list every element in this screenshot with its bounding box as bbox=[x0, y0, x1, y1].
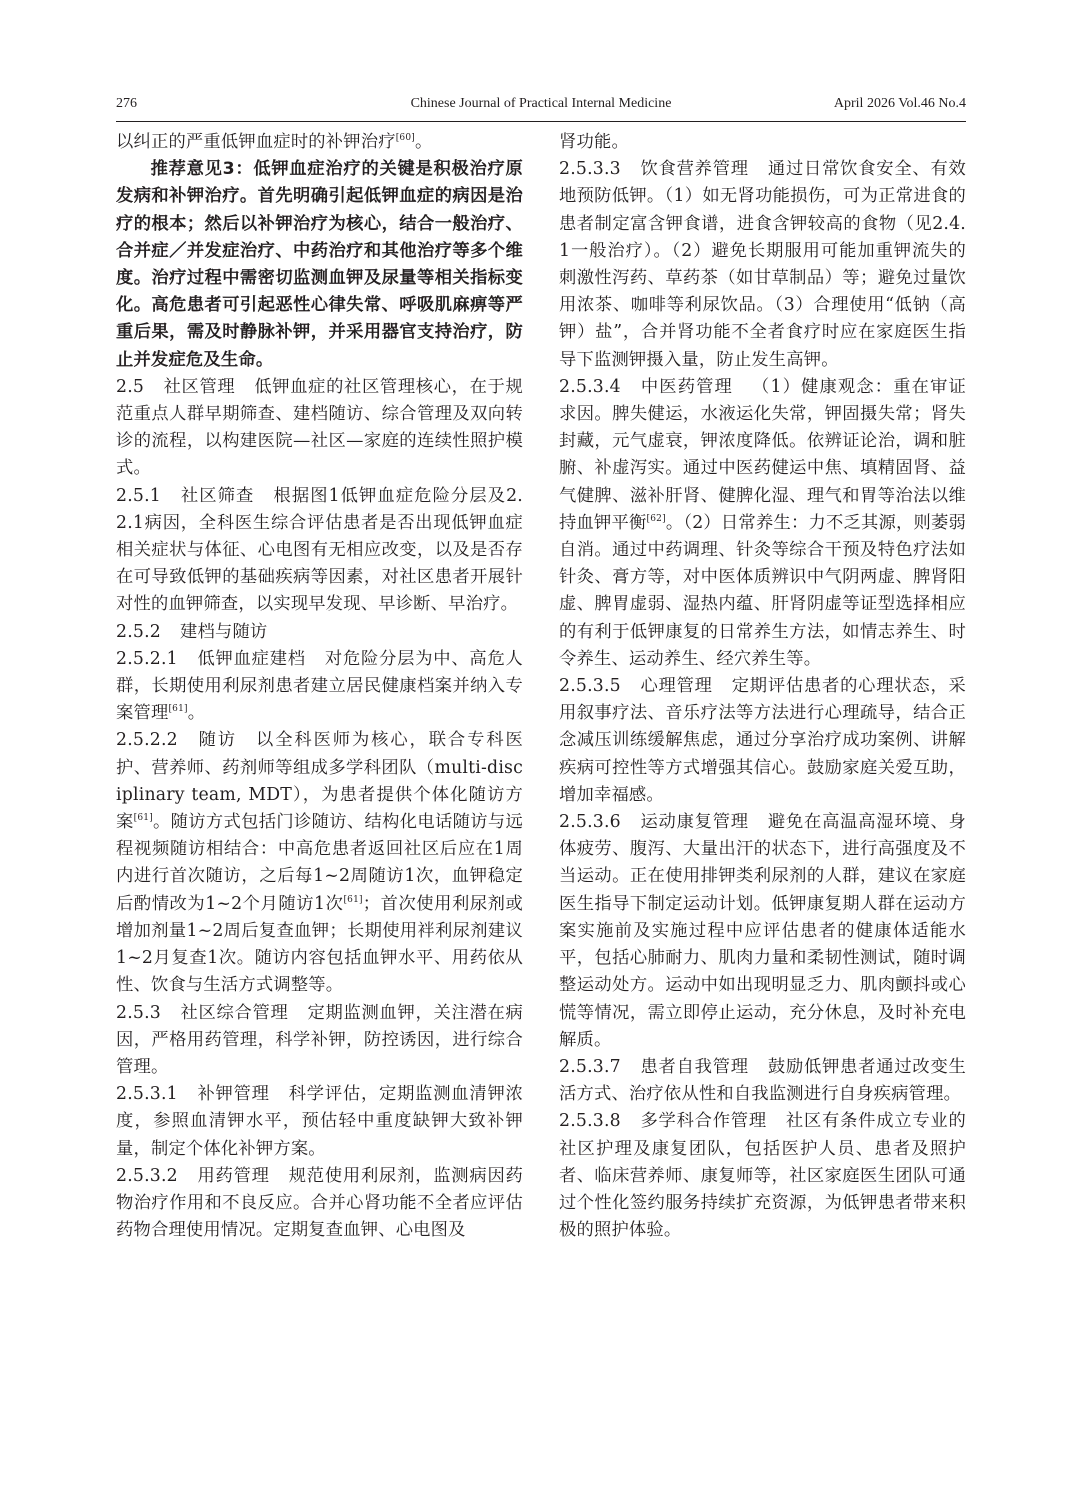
section-2-5-3-7 bbox=[559, 1054, 966, 1108]
section-body: 根据图1低钾血症危险分层及2.2.1病因，全科医生综合评估患者是否出现低钾血症相关症状与体征、心电图有无相应改变，以及是否存在可导致低钾的基础疾病等因素，对社区患者开展针对性的血钾筛查，以实现早发现、早诊断、早治疗。 bbox=[116, 485, 523, 615]
section-2-5-2 bbox=[116, 619, 523, 646]
recommendation-body: 低钾血症治疗的关键是积极治疗原发病和补钾治疗。首先明确引起低钾血症的病因是治疗的根本；然后以补钾治疗为核心，结合一般治疗、合并症／并发症治疗、中药治疗和其他治疗等多个维度。治疗过程中需密切监测血钾及尿量等相关指标变化。高危患者可引起恶性心律失常、呼吸肌麻痹等严重后果，需及时静脉补钾，并采用器官支持治疗，防止并发症危及生命。 bbox=[116, 159, 523, 370]
section-2-5-3-2 bbox=[116, 1163, 523, 1245]
section-title: 用药管理 bbox=[196, 1165, 270, 1186]
section-2-5-2-2: 2.5.2.2 随访 以全科医师为核心，联合专科医护、营养师、药剂师等组成多学科团队（multi-disciplinary team, MDT），为患者提供个体化随访方案[61]。随访方式包括门诊随访、结构化电话随访与远程视频随访相结合：中高危患者返回社区后应在1周内进行首次随访，之后每1~2周随访1次，血钾稳定后酌情改为1~2个月随访1次[61]；首次使用利尿剂或增加剂量1~2周后复查血钾；长期使用袢利尿剂建议1~2月复查1次。随访内容包括血钾水平、用药依从性、饮食与生活方式调整等。 bbox=[116, 730, 524, 996]
section-2-5-3-3 bbox=[559, 156, 966, 374]
section-title: 患者自我管理 bbox=[639, 1056, 749, 1077]
section-title: 社区综合管理 bbox=[180, 1002, 289, 1023]
section-title: 运动康复管理 bbox=[639, 812, 749, 833]
section-title: 建档与随访 bbox=[180, 621, 268, 642]
section-number: 2.5.3.4 bbox=[559, 376, 621, 397]
section-2-5-3-6 bbox=[559, 809, 966, 1054]
section-body: 科学评估，定期监测血清钾浓度，参照血清钾水平，预估轻中重度缺钾大致补钾量，制定个体化补钾方案。 bbox=[116, 1084, 523, 1159]
right-column bbox=[559, 129, 966, 1244]
issue-info: April 2026 Vol.46 No.4 bbox=[833, 96, 966, 111]
section-title: 饮食营养管理 bbox=[639, 159, 749, 180]
section-number: 2.5.2.2 bbox=[116, 730, 178, 751]
section-2-5 bbox=[116, 374, 523, 483]
section-body: 低钾血症的社区管理核心，在于规范重点人群早期筛查、建档随访、综合管理及双向转诊的流程，以构建医院—社区—家庭的连续性照护模式。 bbox=[116, 376, 523, 479]
section-number: 2.5.3.1 bbox=[116, 1084, 178, 1105]
recommendation-3 bbox=[116, 156, 523, 374]
section-number: 2.5.3.8 bbox=[559, 1111, 621, 1132]
citation: [62] bbox=[646, 513, 666, 524]
section-body: 社区有条件成立专业的社区护理及康复团队，包括医护人员、患者及照护者、临床营养师、康复师等，社区家庭医生团队可通过个性化签约服务持续扩充资源，为低钾患者带来积极的照护体验。 bbox=[559, 1111, 966, 1241]
section-title: 中医药管理 bbox=[639, 376, 733, 397]
section-title: 低钾血症建档 bbox=[196, 648, 306, 669]
section-number: 2.5.3.5 bbox=[559, 676, 621, 697]
section-body: 以全科医师为核心，联合专科医护、营养师、药剂师等组成多学科团队（multi-disciplinary team, MDT），为患者提供个体化随访方案 bbox=[116, 730, 523, 833]
citation: [61] bbox=[133, 813, 153, 824]
citation: [60] bbox=[395, 133, 415, 143]
section-2-5-3-4: 2.5.3.4 中医药管理 （1）健康观念：重在审证求因。脾失健运，水液运化失常，钾固摄失常；肾失封藏，元气虚衰，钾浓度降低。依辨证论治，调和脏腑、补虚泻实。通过中医药健运中焦、填精固肾、益气健脾、滋补肝肾、健脾化湿、理气和胃等治法以维持血钾平衡[62]。（2）日常养生：力不乏其源，则萎弱自消。通过中药调理、针灸等综合干预及特色疗法如针灸、膏方等，对中医体质辨识中气阴两虚、脾肾阳虚、脾胃虚弱、湿热内蕴、肝肾阴虚等证型选择相应的有利于低钾康复的日常养生方法，如情志养生、时令养生、运动养生、经穴养生等。 bbox=[559, 376, 966, 669]
section-title: 社区管理 bbox=[163, 376, 236, 397]
section-title: 多学科合作管理 bbox=[639, 1111, 767, 1132]
section-body: （1）健康观念：重在审证求因。脾失健运，水液运化失常，钾固摄失常；肾失封藏，元气虚衰，钾浓度降低。依辨证论治，调和脏腑、补虚泻实。通过中医药健运中焦、填精固肾、益气健脾、滋补肝肾、健脾化湿、理气和胃等治法以维持血钾平衡 bbox=[559, 376, 966, 533]
citation: [61] bbox=[168, 704, 188, 715]
citation: [61] bbox=[343, 894, 363, 905]
running-header bbox=[116, 96, 966, 118]
section-title: 社区筛查 bbox=[180, 485, 255, 506]
section-body: 规范使用利尿剂，监测病因药物治疗作用和不良反应。合并心肾功能不全者应评估药物合理使用情况。定期复查血钾、心电图及 bbox=[116, 1165, 523, 1241]
section-2-5-2-1: 2.5.2.1 低钾血症建档 对危险分层为中、高危人群，长期使用利尿剂患者建立居民健康档案并纳入专案管理[61]。 bbox=[116, 648, 524, 724]
section-number: 2.5 bbox=[116, 376, 145, 397]
section-body: 对危险分层为中、高危人群，长期使用利尿剂患者建立居民健康档案并纳入专案管理 bbox=[116, 648, 524, 724]
section-body: 通过日常饮食安全、有效地预防低钾。（1）如无肾功能损伤，可为正常进食的患者制定富含钾食谱，进食含钾较高的食物（见2.4.1一般治疗）。（2）避免长期服用可能加重钾流失的刺激性泻药、草药茶（如甘草制品）等；避免过量饮用浓茶、咖啡等利尿饮品。（3）合理使用“低钠（高钾）盐”，合并肾功能不全者食疗时应在家庭医生指导下监测钾摄入量，防止发生高钾。 bbox=[559, 159, 967, 370]
header-rule bbox=[116, 121, 966, 122]
section-body: 定期监测血钾，关注潜在病因，严格用药管理，科学补钾，防控诱因，进行综合管理。 bbox=[116, 1002, 523, 1077]
section-title: 补钾管理 bbox=[196, 1084, 270, 1105]
section-number: 2.5.1 bbox=[116, 485, 161, 506]
section-number: 2.5.3.6 bbox=[559, 812, 621, 833]
section-2-5-3-1 bbox=[116, 1081, 523, 1163]
paragraph-continuation: 肾功能。 bbox=[559, 132, 629, 152]
section-number: 2.5.3.7 bbox=[559, 1056, 621, 1077]
section-body: 避免在高温高湿环境、身体疲劳、腹泻、大量出汗的状态下，进行高强度及不当运动。正在使用排钾类利尿剂的人群，建议在家庭医生指导下制定运动计划。低钾康复期人群在运动方案实施前及实施过程中应评估患者的健康体适能水平，包括心肺耐力、肌肉力量和柔韧性测试，随时调整运动处方。运动中如出现明显乏力、肌肉颤抖或心慌等情况，需立即停止运动，充分休息，及时补充电解质。 bbox=[559, 812, 967, 1050]
section-number: 2.5.2 bbox=[116, 621, 161, 642]
section-number: 2.5.2.1 bbox=[116, 648, 178, 669]
section-title: 随访 bbox=[196, 730, 237, 751]
section-2-5-1 bbox=[116, 483, 523, 619]
recommendation-title: 推荐意见3： bbox=[150, 159, 254, 180]
paragraph-continuation: 以纠正的严重低钾血症时的补钾治疗[60]。 bbox=[116, 132, 433, 152]
section-number: 2.5.3 bbox=[116, 1002, 161, 1023]
section-body: 定期评估患者的心理状态，采用叙事疗法、音乐疗法等方法进行心理疏导，结合正念减压训练缓解焦虑，通过分享治疗成功案例、讲解疾病可控性等方式增强其信心。鼓励家庭关爱互助，增加幸福感。 bbox=[559, 676, 966, 805]
left-column bbox=[116, 129, 523, 1244]
page-number: 276 bbox=[116, 96, 137, 111]
journal-title: Chinese Journal of Practical Internal Medicine bbox=[410, 96, 672, 111]
section-title: 心理管理 bbox=[639, 676, 713, 697]
section-2-5-3-5 bbox=[559, 673, 966, 809]
section-2-5-3 bbox=[116, 1000, 523, 1082]
section-number: 2.5.3.3 bbox=[559, 159, 621, 180]
section-body: 鼓励低钾患者通过改变生活方式、治疗依从性和自我监测进行自身疾病管理。 bbox=[559, 1056, 967, 1105]
section-2-5-3-8 bbox=[559, 1108, 966, 1244]
section-number: 2.5.3.2 bbox=[116, 1165, 178, 1186]
